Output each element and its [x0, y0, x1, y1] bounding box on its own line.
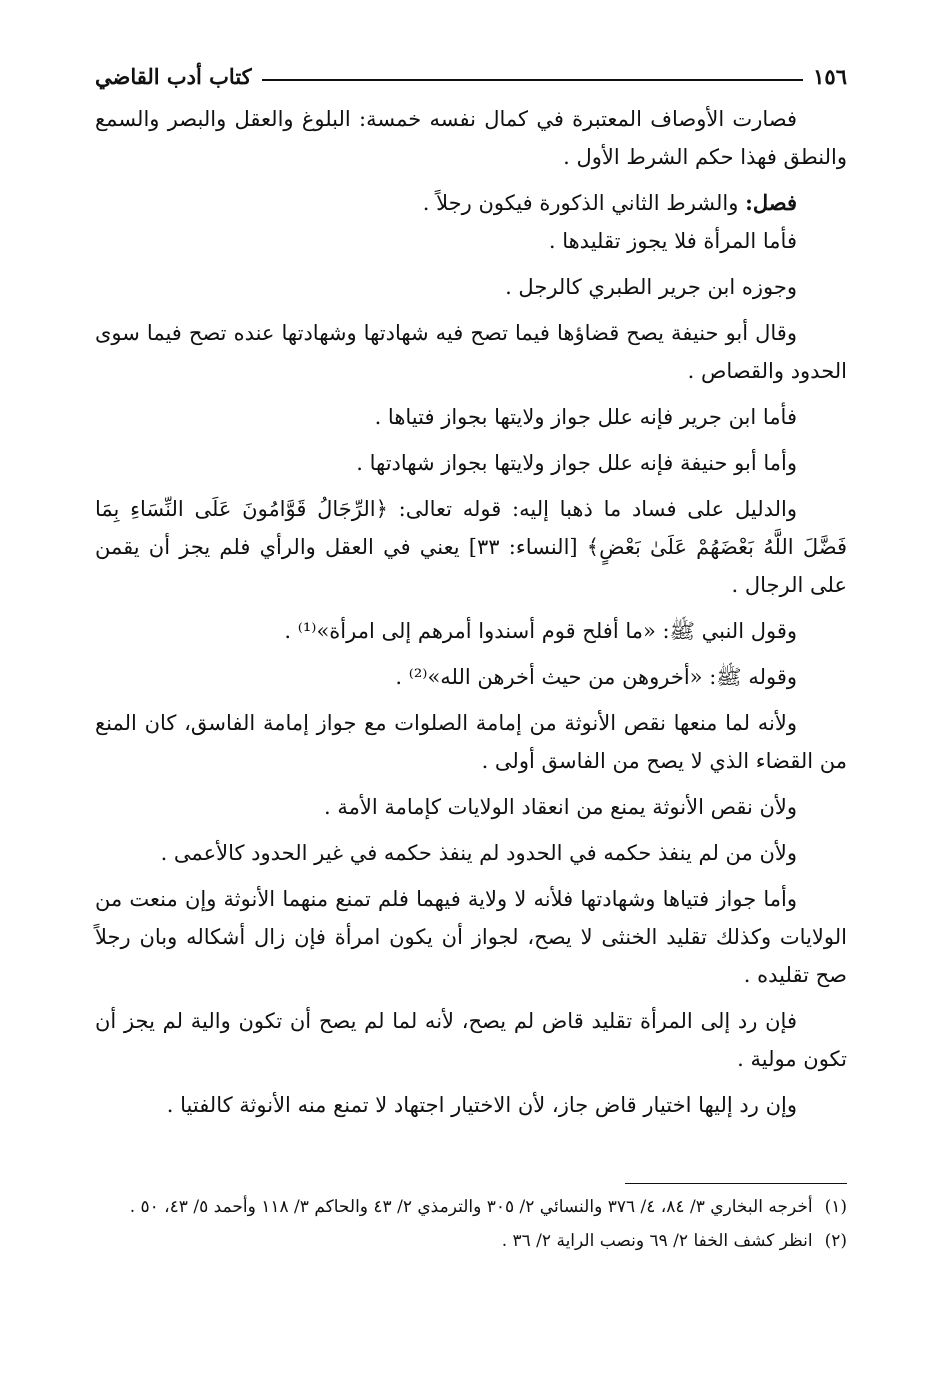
paragraph-text: والشرط الثاني الذكورة فيكون رجلاً . — [422, 191, 746, 215]
page-number: ١٥٦ — [813, 63, 847, 89]
footnotes — [95, 1192, 847, 1260]
paragraph: فإن رد إلى المرأة تقليد قاض لم يصح، لأنه لما لم يصح أن تكون والية لم يجز أن تكون مولية . — [95, 1009, 847, 1071]
footnote-number: (١) — [824, 1197, 847, 1217]
paragraph-hadith-2: وقوله ﷺ: «أخروهن من حيث أخرهن الله»⁽²⁾ . — [395, 665, 797, 689]
paragraph: وأما جواز فتياها وشهادتها فلأنه لا ولاية فيهما فلم تمنع منهما الأنوثة وإن منعت من الولايات وكذلك تقليد الخنثى لا يصح، لجواز أن يكون امرأة فإن زال أشكاله وبان رجلاً صح تقليده . — [95, 887, 847, 987]
paragraph-quran-evidence: والدليل على فساد ما ذهبا إليه: قوله تعالى: ﴿الرِّجَالُ قَوَّامُونَ عَلَى النِّسَاءِ بِمَا فَضَّلَ اللَّهُ بَعْضَهُمْ عَلَىٰ بَعْضٍ﴾ [النساء: ٣٣] يعني في العقل والرأي فلم يجز أن يقمن على الرجال . — [95, 497, 847, 597]
paragraph-fasl — [95, 184, 847, 222]
paragraph: وجوزه ابن جرير الطبري كالرجل . — [505, 275, 797, 299]
paragraph-hadith-1: وقول النبي ﷺ: «ما أفلح قوم أسندوا أمرهم إلى امرأة»⁽¹⁾ . — [284, 619, 797, 643]
paragraph: ولأنه لما منعها نقص الأنوثة من إمامة الصلوات مع جواز إمامة الفاسق، كان المنع من القضاء الذي لا يصح من الفاسق أولى . — [95, 711, 847, 773]
paragraph: فأما ابن جرير فإنه علل جواز ولايتها بجواز فتياها . — [374, 405, 797, 429]
footnote-text: أخرجه البخاري ٣/ ٨٤، ٤/ ٣٧٦ والنسائي ٢/ ٣٠٥ والترمذي ٢/ ٤٣ والحاكم ٣/ ١١٨ وأحمد ٥/ ٤٣، ٥٠ . — [129, 1197, 813, 1217]
footnote — [95, 1226, 847, 1256]
footnote — [95, 1192, 847, 1222]
paragraph: فأما المرأة فلا يجوز تقليدها . — [548, 229, 797, 253]
paragraph: وأما أبو حنيفة فإنه علل جواز ولايتها بجواز شهادتها . — [356, 451, 797, 475]
paragraph: فصارت الأوصاف المعتبرة في كمال نفسه خمسة: البلوغ والعقل والبصر والسمع والنطق فهذا حكم الشرط الأول . — [95, 107, 847, 169]
book-title: كتاب أدب القاضي — [95, 63, 252, 89]
paragraph: وإن رد إليها اختيار قاض جاز، لأن الاختيار اجتهاد لا تمنع منه الأنوثة كالفتيا . — [166, 1093, 797, 1117]
footnote-separator — [625, 1183, 847, 1184]
paragraph: وقال أبو حنيفة يصح قضاؤها فيما تصح فيه شهادتها وشهادتها عنده تصح فيما سوى الحدود والقصاص . — [95, 321, 847, 383]
page-header — [95, 58, 847, 94]
header-rule — [262, 79, 803, 81]
paragraph: ولأن من لم ينفذ حكمه في الحدود لم ينفذ حكمه في غير الحدود كالأعمى . — [160, 841, 797, 865]
main-text — [95, 100, 847, 1132]
section-heading: فصل: — [745, 190, 797, 215]
footnote-number: (٢) — [824, 1231, 847, 1251]
paragraph: ولأن نقص الأنوثة يمنع من انعقاد الولايات كإمامة الأمة . — [324, 795, 797, 819]
footnote-text: انظر كشف الخفا ٢/ ٦٩ ونصب الراية ٢/ ٣٦ . — [501, 1231, 813, 1251]
